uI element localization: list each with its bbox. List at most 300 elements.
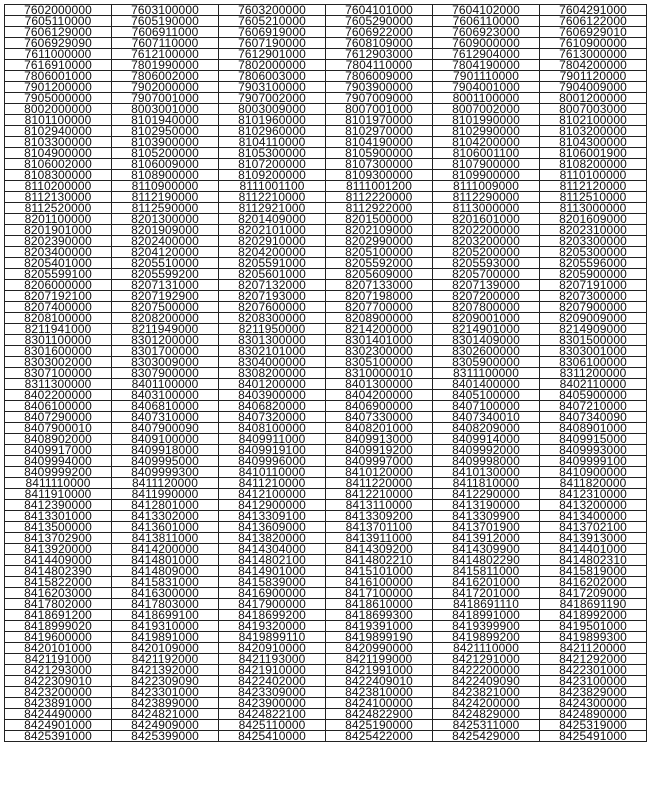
- code-cell: 8104110000: [219, 137, 326, 148]
- code-cell: 8417100000: [326, 588, 433, 599]
- code-cell: 7804110000: [326, 60, 433, 71]
- code-cell: 8301200000: [112, 335, 219, 346]
- code-cell: 8207191000: [540, 280, 647, 291]
- code-cell: 8101970000: [326, 115, 433, 126]
- code-cell: 8107300000: [326, 159, 433, 170]
- table-row: [5, 566, 647, 577]
- code-cell: 8424200000: [433, 698, 540, 709]
- code-cell: 8421191000: [5, 654, 112, 665]
- code-cell: 8425190000: [326, 720, 433, 731]
- table-row: [5, 335, 647, 346]
- code-cell: 7804190000: [433, 60, 540, 71]
- code-cell: 7907002000: [219, 93, 326, 104]
- code-cell: 8303001000: [540, 346, 647, 357]
- code-cell: 8409995000: [112, 456, 219, 467]
- code-cell: 8103200000: [540, 126, 647, 137]
- code-cell: 8413811000: [112, 533, 219, 544]
- code-cell: 8205593000: [433, 258, 540, 269]
- code-cell: 8201901000: [5, 225, 112, 236]
- code-cell: 8201300000: [112, 214, 219, 225]
- code-cell: 8203400000: [5, 247, 112, 258]
- table-row: [5, 434, 647, 445]
- table-row: [5, 5, 647, 16]
- code-cell: 8112220000: [326, 192, 433, 203]
- code-cell: 7905000000: [5, 93, 112, 104]
- table-row: [5, 445, 647, 456]
- code-cell: 8405100000: [433, 390, 540, 401]
- code-cell: 8424829000: [433, 709, 540, 720]
- code-cell: 8302600000: [433, 346, 540, 357]
- table-row: [5, 511, 647, 522]
- code-cell: 8423200000: [5, 687, 112, 698]
- code-cell: 8421910000: [219, 665, 326, 676]
- table-row: [5, 544, 647, 555]
- code-cell: 8424490000: [5, 709, 112, 720]
- code-cell: 8409914000: [433, 434, 540, 445]
- table-row: [5, 258, 647, 269]
- table-row: [5, 632, 647, 643]
- code-cell: 8112190000: [112, 192, 219, 203]
- code-cell: 8422200000: [433, 665, 540, 676]
- code-cell: 8414401000: [540, 544, 647, 555]
- code-cell: 7607110000: [112, 38, 219, 49]
- table-row: [5, 60, 647, 71]
- code-cell: 8207900000: [540, 302, 647, 313]
- code-cell: 8205700000: [433, 269, 540, 280]
- code-cell: 8409999200: [5, 467, 112, 478]
- code-cell: 8411220000: [326, 478, 433, 489]
- code-cell: 8411210000: [219, 478, 326, 489]
- table-row: [5, 49, 647, 60]
- code-cell: 7611000000: [5, 49, 112, 60]
- table-row: [5, 137, 647, 148]
- table-row: [5, 621, 647, 632]
- code-cell: 8110100000: [540, 170, 647, 181]
- table-row: [5, 555, 647, 566]
- code-cell: 8424100000: [326, 698, 433, 709]
- table-row: [5, 720, 647, 731]
- code-cell: 8111009000: [433, 181, 540, 192]
- code-cell: 8104300000: [540, 137, 647, 148]
- code-cell: 8414809000: [112, 566, 219, 577]
- code-cell: 8301300000: [219, 335, 326, 346]
- code-cell: 7606922000: [326, 27, 433, 38]
- code-cell: 8425410000: [219, 731, 326, 742]
- code-cell: 8421293000: [5, 665, 112, 676]
- code-cell: 7612901000: [219, 49, 326, 60]
- code-cell: 8410110000: [219, 467, 326, 478]
- code-cell: 8413601000: [112, 522, 219, 533]
- code-cell: 8201601000: [433, 214, 540, 225]
- code-cell: 8201100000: [5, 214, 112, 225]
- code-cell: 8423899000: [112, 698, 219, 709]
- code-cell: 8203300000: [540, 236, 647, 247]
- code-cell: 8302300000: [326, 346, 433, 357]
- code-cell: 8420101000: [5, 643, 112, 654]
- code-cell: 8301600000: [5, 346, 112, 357]
- code-cell: 8407100000: [433, 401, 540, 412]
- code-cell: 8307900000: [112, 368, 219, 379]
- code-cell: 8413190000: [433, 500, 540, 511]
- code-cell: 8413309200: [326, 511, 433, 522]
- code-cell: 8416201000: [433, 577, 540, 588]
- code-cell: 7903900000: [326, 82, 433, 93]
- code-cell: 8417201000: [433, 588, 540, 599]
- code-cell: 7806002000: [112, 71, 219, 82]
- table-row: [5, 324, 647, 335]
- code-cell: 8301700000: [112, 346, 219, 357]
- code-cell: 8425391000: [5, 731, 112, 742]
- code-cell: 8417900000: [219, 599, 326, 610]
- code-cell: 8310000010: [326, 368, 433, 379]
- code-cell: 8419501000: [540, 621, 647, 632]
- code-cell: 8425429000: [433, 731, 540, 742]
- code-cell: 8003001000: [112, 104, 219, 115]
- table-row: [5, 379, 647, 390]
- code-table-body: [5, 5, 647, 742]
- code-cell: 8416900000: [219, 588, 326, 599]
- code-cell: 8406820000: [219, 401, 326, 412]
- code-cell: 7901200000: [5, 82, 112, 93]
- code-cell: 8104900000: [5, 148, 112, 159]
- table-row: [5, 104, 647, 115]
- code-cell: 8401300000: [326, 379, 433, 390]
- code-cell: 8208900000: [326, 313, 433, 324]
- code-cell: 8409999100: [540, 456, 647, 467]
- code-cell: 8103900000: [112, 137, 219, 148]
- code-cell: 8414309900: [433, 544, 540, 555]
- table-row: [5, 401, 647, 412]
- code-cell: 8007003000: [540, 104, 647, 115]
- code-cell: 8408209000: [433, 423, 540, 434]
- code-cell: 8411810000: [433, 478, 540, 489]
- code-cell: 8424822100: [219, 709, 326, 720]
- table-row: [5, 533, 647, 544]
- code-cell: 7806009000: [326, 71, 433, 82]
- code-cell: 8419899300: [540, 632, 647, 643]
- code-cell: 7606122000: [540, 16, 647, 27]
- code-cell: 8417802000: [5, 599, 112, 610]
- code-cell: 8214200000: [326, 324, 433, 335]
- code-cell: 8303002000: [5, 357, 112, 368]
- table-row: [5, 467, 647, 478]
- code-cell: 8409997000: [326, 456, 433, 467]
- code-cell: 8301401000: [326, 335, 433, 346]
- code-cell: 8415831000: [112, 577, 219, 588]
- code-cell: 7804200000: [540, 60, 647, 71]
- code-cell: 8406900000: [326, 401, 433, 412]
- code-cell: 8401400000: [433, 379, 540, 390]
- code-cell: 7604291000: [540, 5, 647, 16]
- code-cell: 8102950000: [112, 126, 219, 137]
- code-cell: 8202390000: [5, 236, 112, 247]
- code-cell: 8422409090: [433, 676, 540, 687]
- code-cell: 8202400000: [112, 236, 219, 247]
- code-cell: 8421110000: [433, 643, 540, 654]
- code-cell: 8111001100: [219, 181, 326, 192]
- code-cell: 7902000000: [112, 82, 219, 93]
- code-cell: 8424890000: [540, 709, 647, 720]
- code-cell: 8407210000: [540, 401, 647, 412]
- code-cell: 8407900010: [5, 423, 112, 434]
- code-cell: 7901120000: [540, 71, 647, 82]
- code-cell: 8413701900: [433, 522, 540, 533]
- code-cell: 8410130000: [433, 467, 540, 478]
- table-row: [5, 456, 647, 467]
- code-cell: 8206000000: [5, 280, 112, 291]
- table-row: [5, 654, 647, 665]
- code-cell: 7903100000: [219, 82, 326, 93]
- code-cell: 8424901000: [5, 720, 112, 731]
- code-cell: 8413820000: [219, 533, 326, 544]
- table-row: [5, 357, 647, 368]
- code-cell: 8402200000: [5, 390, 112, 401]
- table-row: [5, 236, 647, 247]
- code-cell: 8425491000: [540, 731, 647, 742]
- code-cell: 8420910000: [219, 643, 326, 654]
- code-cell: 7612903000: [326, 49, 433, 60]
- code-cell: 8002000000: [5, 104, 112, 115]
- code-cell: 8108200000: [540, 159, 647, 170]
- code-cell: 8412390000: [5, 500, 112, 511]
- code-cell: 8202109000: [326, 225, 433, 236]
- code-cell: 8409998000: [433, 456, 540, 467]
- code-cell: 8207198000: [326, 291, 433, 302]
- code-cell: 8106002000: [5, 159, 112, 170]
- code-cell: 8409917000: [5, 445, 112, 456]
- code-cell: 8418699100: [112, 610, 219, 621]
- code-cell: 8408201000: [326, 423, 433, 434]
- code-cell: 8422309090: [112, 676, 219, 687]
- code-cell: 8207200000: [433, 291, 540, 302]
- code-cell: 8410900000: [540, 467, 647, 478]
- code-cell: 8405900000: [540, 390, 647, 401]
- table-row: [5, 16, 647, 27]
- code-cell: 8207131000: [112, 280, 219, 291]
- code-cell: 8102100000: [540, 115, 647, 126]
- code-cell: 8302101000: [219, 346, 326, 357]
- code-cell: 8102960000: [219, 126, 326, 137]
- code-cell: 8421291000: [433, 654, 540, 665]
- code-cell: 8113000000: [433, 203, 540, 214]
- code-cell: 7604102000: [433, 5, 540, 16]
- code-cell: 8401100000: [112, 379, 219, 390]
- code-cell: 8201500000: [326, 214, 433, 225]
- table-row: [5, 588, 647, 599]
- code-cell: 8112120000: [540, 181, 647, 192]
- code-cell: 8208200000: [112, 313, 219, 324]
- table-row: [5, 115, 647, 126]
- code-cell: 8422301000: [540, 665, 647, 676]
- code-cell: 8418610000: [326, 599, 433, 610]
- table-row: [5, 577, 647, 588]
- code-cell: 8001100000: [433, 93, 540, 104]
- code-cell: 7605210000: [219, 16, 326, 27]
- code-cell: 7606923000: [433, 27, 540, 38]
- code-cell: 7907009000: [326, 93, 433, 104]
- code-cell: 8109900000: [433, 170, 540, 181]
- code-cell: 8403900000: [219, 390, 326, 401]
- code-cell: 8409919100: [219, 445, 326, 456]
- code-cell: 8419899200: [433, 632, 540, 643]
- code-cell: 7612904000: [433, 49, 540, 60]
- table-row: [5, 665, 647, 676]
- code-cell: 8202310000: [540, 225, 647, 236]
- code-cell: 8407340090: [540, 412, 647, 423]
- code-cell: 8101100000: [5, 115, 112, 126]
- code-cell: 8113000000: [540, 203, 647, 214]
- code-cell: 8418992000: [540, 610, 647, 621]
- code-cell: 8415811000: [433, 566, 540, 577]
- code-cell: 8211949000: [112, 324, 219, 335]
- code-cell: 8425110000: [219, 720, 326, 731]
- code-cell: 8311200000: [540, 368, 647, 379]
- code-cell: 8112922000: [326, 203, 433, 214]
- table-row: [5, 522, 647, 533]
- table-row: [5, 82, 647, 93]
- code-cell: 8108300000: [5, 170, 112, 181]
- code-cell: 8207600000: [219, 302, 326, 313]
- code-cell: 8205100000: [326, 247, 433, 258]
- code-cell: 8304000000: [219, 357, 326, 368]
- table-row: [5, 423, 647, 434]
- code-cell: 7607190000: [219, 38, 326, 49]
- code-cell: 8409996000: [219, 456, 326, 467]
- code-cell: 8102970000: [326, 126, 433, 137]
- code-cell: 8203200000: [433, 236, 540, 247]
- code-cell: 7608109000: [326, 38, 433, 49]
- code-cell: 8003009000: [219, 104, 326, 115]
- code-cell: 8413500000: [5, 522, 112, 533]
- code-cell: 8110900000: [112, 181, 219, 192]
- code-cell: 8414304000: [219, 544, 326, 555]
- code-cell: 8205591000: [219, 258, 326, 269]
- code-cell: 8414801000: [112, 555, 219, 566]
- code-cell: 8407900090: [112, 423, 219, 434]
- code-cell: 8413400000: [540, 511, 647, 522]
- code-cell: 7604101000: [326, 5, 433, 16]
- table-row: [5, 346, 647, 357]
- code-cell: 7806001000: [5, 71, 112, 82]
- code-cell: 8111001200: [326, 181, 433, 192]
- code-cell: 8423821000: [433, 687, 540, 698]
- code-cell: 8101990000: [433, 115, 540, 126]
- code-cell: 8412900000: [219, 500, 326, 511]
- code-cell: 7613000000: [540, 49, 647, 60]
- code-cell: 8110200000: [5, 181, 112, 192]
- code-cell: 8418691110: [433, 599, 540, 610]
- code-cell: 8207192900: [112, 291, 219, 302]
- code-cell: 8205609000: [326, 269, 433, 280]
- code-cell: 8112210000: [219, 192, 326, 203]
- code-cell: 8108900000: [112, 170, 219, 181]
- code-cell: 8424300000: [540, 698, 647, 709]
- code-cell: 8207132000: [219, 280, 326, 291]
- code-cell: 8414901000: [219, 566, 326, 577]
- code-cell: 7603200000: [219, 5, 326, 16]
- code-cell: 8414409000: [5, 555, 112, 566]
- code-cell: 8417209000: [540, 588, 647, 599]
- table-row: [5, 489, 647, 500]
- code-cell: 8417803000: [112, 599, 219, 610]
- code-cell: 8409994000: [5, 456, 112, 467]
- code-cell: 8409100000: [112, 434, 219, 445]
- code-table: [4, 4, 647, 742]
- code-cell: 8201409000: [219, 214, 326, 225]
- code-cell: 8409913000: [326, 434, 433, 445]
- code-cell: 8208300000: [219, 313, 326, 324]
- table-row: [5, 731, 647, 742]
- table-row: [5, 599, 647, 610]
- code-cell: 8411910000: [5, 489, 112, 500]
- code-cell: 8205596000: [540, 258, 647, 269]
- code-cell: 8104200000: [433, 137, 540, 148]
- code-cell: 8421292000: [540, 654, 647, 665]
- code-cell: 8413913000: [540, 533, 647, 544]
- code-cell: 8106001100: [433, 148, 540, 159]
- code-cell: 8107200000: [219, 159, 326, 170]
- table-row: [5, 71, 647, 82]
- code-cell: 8205592000: [326, 258, 433, 269]
- code-cell: 8412100000: [219, 489, 326, 500]
- code-cell: 8207139000: [433, 280, 540, 291]
- code-cell: 8413301000: [5, 511, 112, 522]
- code-cell: 8408901000: [540, 423, 647, 434]
- code-cell: 8416203000: [5, 588, 112, 599]
- code-cell: 8307100000: [5, 368, 112, 379]
- code-cell: 8425399000: [112, 731, 219, 742]
- code-cell: 8414200000: [112, 544, 219, 555]
- code-cell: 8413309100: [219, 511, 326, 522]
- code-cell: 8207500000: [112, 302, 219, 313]
- code-cell: 8102940000: [5, 126, 112, 137]
- code-cell: 8408100000: [219, 423, 326, 434]
- code-cell: 8416100000: [326, 577, 433, 588]
- code-cell: 8109300000: [326, 170, 433, 181]
- table-row: [5, 709, 647, 720]
- code-cell: 8421199000: [326, 654, 433, 665]
- table-row: [5, 181, 647, 192]
- code-cell: 8425319000: [540, 720, 647, 731]
- code-cell: 8419899110: [219, 632, 326, 643]
- code-cell: 8419899190: [326, 632, 433, 643]
- code-cell: 8409911000: [219, 434, 326, 445]
- code-cell: 8404200000: [326, 390, 433, 401]
- code-cell: 8424822900: [326, 709, 433, 720]
- code-cell: 8414802290: [433, 555, 540, 566]
- code-cell: 8419320000: [219, 621, 326, 632]
- code-cell: 8306100000: [540, 357, 647, 368]
- code-cell: 8112130000: [5, 192, 112, 203]
- code-cell: 8305900000: [433, 357, 540, 368]
- table-row: [5, 698, 647, 709]
- code-cell: 8409915000: [540, 434, 647, 445]
- code-cell: 8105900000: [326, 148, 433, 159]
- code-cell: 8423301000: [112, 687, 219, 698]
- code-cell: 8411110000: [5, 478, 112, 489]
- table-row: [5, 478, 647, 489]
- code-cell: 8419399900: [433, 621, 540, 632]
- code-cell: 8209001000: [433, 313, 540, 324]
- code-cell: 8202990000: [326, 236, 433, 247]
- code-cell: 8416202000: [540, 577, 647, 588]
- code-cell: 8423900000: [219, 698, 326, 709]
- code-cell: 8425422000: [326, 731, 433, 742]
- code-cell: 8414309200: [326, 544, 433, 555]
- code-cell: 8205200000: [433, 247, 540, 258]
- table-row: [5, 687, 647, 698]
- table-row: [5, 390, 647, 401]
